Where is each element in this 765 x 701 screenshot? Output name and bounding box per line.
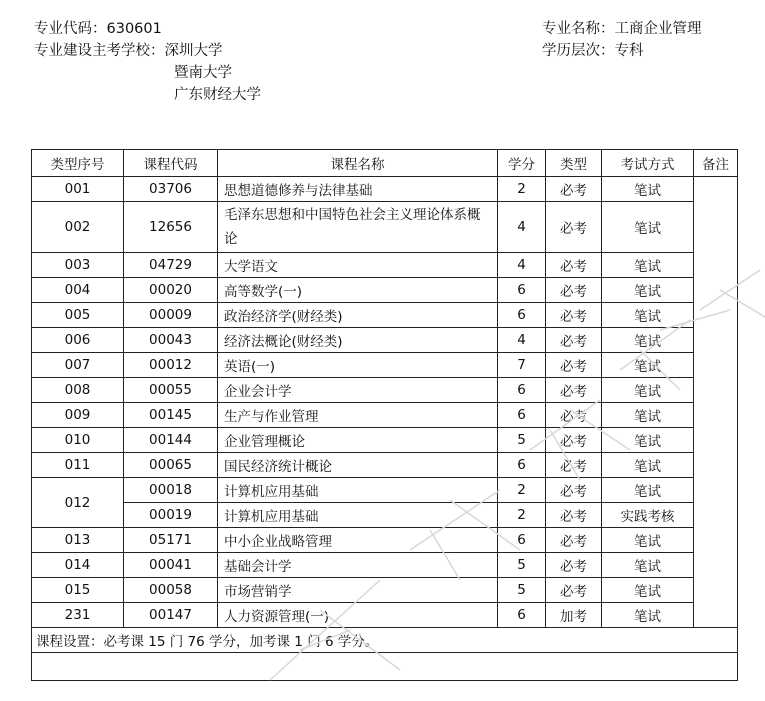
cell-name: 市场营销学 xyxy=(218,578,498,603)
cell-code: 00058 xyxy=(124,578,218,603)
table-row xyxy=(32,403,738,428)
cell-seq: 013 xyxy=(32,528,124,553)
cell-seq: 002 xyxy=(32,202,124,253)
cell-code: 00019 xyxy=(124,503,218,528)
cell-exam: 笔试 xyxy=(602,177,694,202)
cell-name: 基础会计学 xyxy=(218,553,498,578)
cell-exam: 笔试 xyxy=(602,353,694,378)
school-shenzhen: 深圳大学 xyxy=(164,43,223,59)
cell-credits: 7 xyxy=(498,353,546,378)
cell-code: 03706 xyxy=(124,177,218,202)
cell-type: 必考 xyxy=(546,478,602,503)
cell-name: 经济法概论(财经类) xyxy=(218,328,498,353)
cell-name: 高等数学(一) xyxy=(218,278,498,303)
cell-seq: 001 xyxy=(32,177,124,202)
cell-type: 必考 xyxy=(546,278,602,303)
cell-type: 必考 xyxy=(546,453,602,478)
cell-credits: 6 xyxy=(498,528,546,553)
cell-code: 00145 xyxy=(124,403,218,428)
cell-credits: 2 xyxy=(498,177,546,202)
col-header-note: 备注 xyxy=(694,150,738,177)
cell-exam: 笔试 xyxy=(602,328,694,353)
cell-exam: 实践考核 xyxy=(602,503,694,528)
table-row xyxy=(32,177,738,202)
cell-note xyxy=(694,177,738,628)
cell-seq: 009 xyxy=(32,403,124,428)
cell-credits: 5 xyxy=(498,428,546,453)
cell-code: 00065 xyxy=(124,453,218,478)
col-header-exam: 考试方式 xyxy=(602,150,694,177)
cell-seq: 231 xyxy=(32,603,124,628)
blank-row xyxy=(32,653,738,681)
col-header-seq: 类型序号 xyxy=(32,150,124,177)
blank-cell xyxy=(32,653,738,681)
level-label: 学历层次： xyxy=(542,43,615,59)
cell-seq: 004 xyxy=(32,278,124,303)
table-header-row xyxy=(32,150,738,177)
cell-exam: 笔试 xyxy=(602,428,694,453)
table-row xyxy=(32,278,738,303)
cell-credits: 2 xyxy=(498,503,546,528)
cell-name: 毛泽东思想和中国特色社会主义理论体系概论 xyxy=(218,202,498,253)
course-summary: 课程设置：必考课 15 门 76 学分，加考课 1 门 6 学分。 xyxy=(32,628,738,653)
major-code-value: 630601 xyxy=(106,21,162,37)
cell-type: 加考 xyxy=(546,603,602,628)
table-row xyxy=(32,528,738,553)
cell-type: 必考 xyxy=(546,202,602,253)
cell-name: 人力资源管理(一) xyxy=(218,603,498,628)
cell-seq: 011 xyxy=(32,453,124,478)
major-name-value: 工商企业管理 xyxy=(614,21,702,37)
cell-type: 必考 xyxy=(546,177,602,202)
table-row xyxy=(32,378,738,403)
cell-exam: 笔试 xyxy=(602,578,694,603)
cell-code: 00009 xyxy=(124,303,218,328)
table-row xyxy=(32,478,738,503)
school-guangdong: 广东财经大学 xyxy=(174,87,261,103)
cell-exam: 笔试 xyxy=(602,202,694,253)
cell-exam: 笔试 xyxy=(602,478,694,503)
cell-seq: 015 xyxy=(32,578,124,603)
cell-type: 必考 xyxy=(546,503,602,528)
cell-credits: 4 xyxy=(498,328,546,353)
cell-code: 04729 xyxy=(124,253,218,278)
cell-type: 必考 xyxy=(546,578,602,603)
cell-type: 必考 xyxy=(546,303,602,328)
header-left xyxy=(34,18,261,106)
major-code-label: 专业代码： xyxy=(34,21,107,37)
cell-name: 计算机应用基础 xyxy=(218,478,498,503)
cell-seq: 006 xyxy=(32,328,124,353)
major-name-line xyxy=(542,18,702,40)
cell-credits: 5 xyxy=(498,578,546,603)
cell-code: 00018 xyxy=(124,478,218,503)
level-line xyxy=(542,40,702,62)
major-code-line xyxy=(34,18,261,40)
cell-seq: 012 xyxy=(32,478,124,528)
cell-code: 00012 xyxy=(124,353,218,378)
table-row xyxy=(32,503,738,528)
cell-type: 必考 xyxy=(546,528,602,553)
cell-name: 政治经济学(财经类) xyxy=(218,303,498,328)
cell-seq: 014 xyxy=(32,553,124,578)
schools-label: 专业建设主考学校： xyxy=(34,43,165,59)
cell-name: 国民经济统计概论 xyxy=(218,453,498,478)
cell-name: 中小企业战略管理 xyxy=(218,528,498,553)
cell-credits: 6 xyxy=(498,303,546,328)
cell-exam: 笔试 xyxy=(602,253,694,278)
cell-exam: 笔试 xyxy=(602,303,694,328)
cell-exam: 笔试 xyxy=(602,278,694,303)
table-row xyxy=(32,553,738,578)
table-row xyxy=(32,202,738,253)
cell-credits: 6 xyxy=(498,453,546,478)
cell-name: 大学语文 xyxy=(218,253,498,278)
cell-exam: 笔试 xyxy=(602,553,694,578)
cell-type: 必考 xyxy=(546,253,602,278)
cell-code: 00147 xyxy=(124,603,218,628)
cell-name: 生产与作业管理 xyxy=(218,403,498,428)
major-name-label: 专业名称： xyxy=(542,21,615,37)
table-row xyxy=(32,303,738,328)
cell-type: 必考 xyxy=(546,378,602,403)
cell-type: 必考 xyxy=(546,553,602,578)
cell-credits: 6 xyxy=(498,278,546,303)
cell-credits: 6 xyxy=(498,403,546,428)
table-row xyxy=(32,428,738,453)
cell-code: 00055 xyxy=(124,378,218,403)
school-jinan: 暨南大学 xyxy=(174,65,232,81)
cell-credits: 2 xyxy=(498,478,546,503)
schools-block xyxy=(34,40,261,106)
cell-code: 05171 xyxy=(124,528,218,553)
cell-seq: 008 xyxy=(32,378,124,403)
summary-row xyxy=(32,628,738,653)
col-header-type: 类型 xyxy=(546,150,602,177)
cell-exam: 笔试 xyxy=(602,378,694,403)
cell-name: 企业管理概论 xyxy=(218,428,498,453)
cell-credits: 6 xyxy=(498,378,546,403)
cell-seq: 005 xyxy=(32,303,124,328)
col-header-code: 课程代码 xyxy=(124,150,218,177)
table-row xyxy=(32,353,738,378)
cell-code: 00020 xyxy=(124,278,218,303)
table-row xyxy=(32,603,738,628)
cell-type: 必考 xyxy=(546,328,602,353)
cell-seq: 003 xyxy=(32,253,124,278)
cell-code: 12656 xyxy=(124,202,218,253)
cell-credits: 6 xyxy=(498,603,546,628)
cell-exam: 笔试 xyxy=(602,403,694,428)
table-row xyxy=(32,578,738,603)
cell-seq: 007 xyxy=(32,353,124,378)
col-header-credits: 学分 xyxy=(498,150,546,177)
cell-credits: 5 xyxy=(498,553,546,578)
cell-type: 必考 xyxy=(546,428,602,453)
cell-code: 00144 xyxy=(124,428,218,453)
cell-name: 思想道德修养与法律基础 xyxy=(218,177,498,202)
cell-name: 英语(一) xyxy=(218,353,498,378)
cell-seq: 010 xyxy=(32,428,124,453)
cell-name: 企业会计学 xyxy=(218,378,498,403)
course-table xyxy=(31,149,738,681)
school-line-1 xyxy=(34,40,261,62)
cell-credits: 4 xyxy=(498,253,546,278)
cell-type: 必考 xyxy=(546,353,602,378)
cell-exam: 笔试 xyxy=(602,528,694,553)
cell-name: 计算机应用基础 xyxy=(218,503,498,528)
cell-code: 00041 xyxy=(124,553,218,578)
cell-credits: 4 xyxy=(498,202,546,253)
cell-exam: 笔试 xyxy=(602,453,694,478)
level-value: 专科 xyxy=(614,43,644,59)
table-row xyxy=(32,328,738,353)
cell-exam: 笔试 xyxy=(602,603,694,628)
table-row xyxy=(32,253,738,278)
cell-code: 00043 xyxy=(124,328,218,353)
header-right xyxy=(542,18,702,62)
cell-type: 必考 xyxy=(546,403,602,428)
table-row xyxy=(32,453,738,478)
col-header-name: 课程名称 xyxy=(218,150,498,177)
